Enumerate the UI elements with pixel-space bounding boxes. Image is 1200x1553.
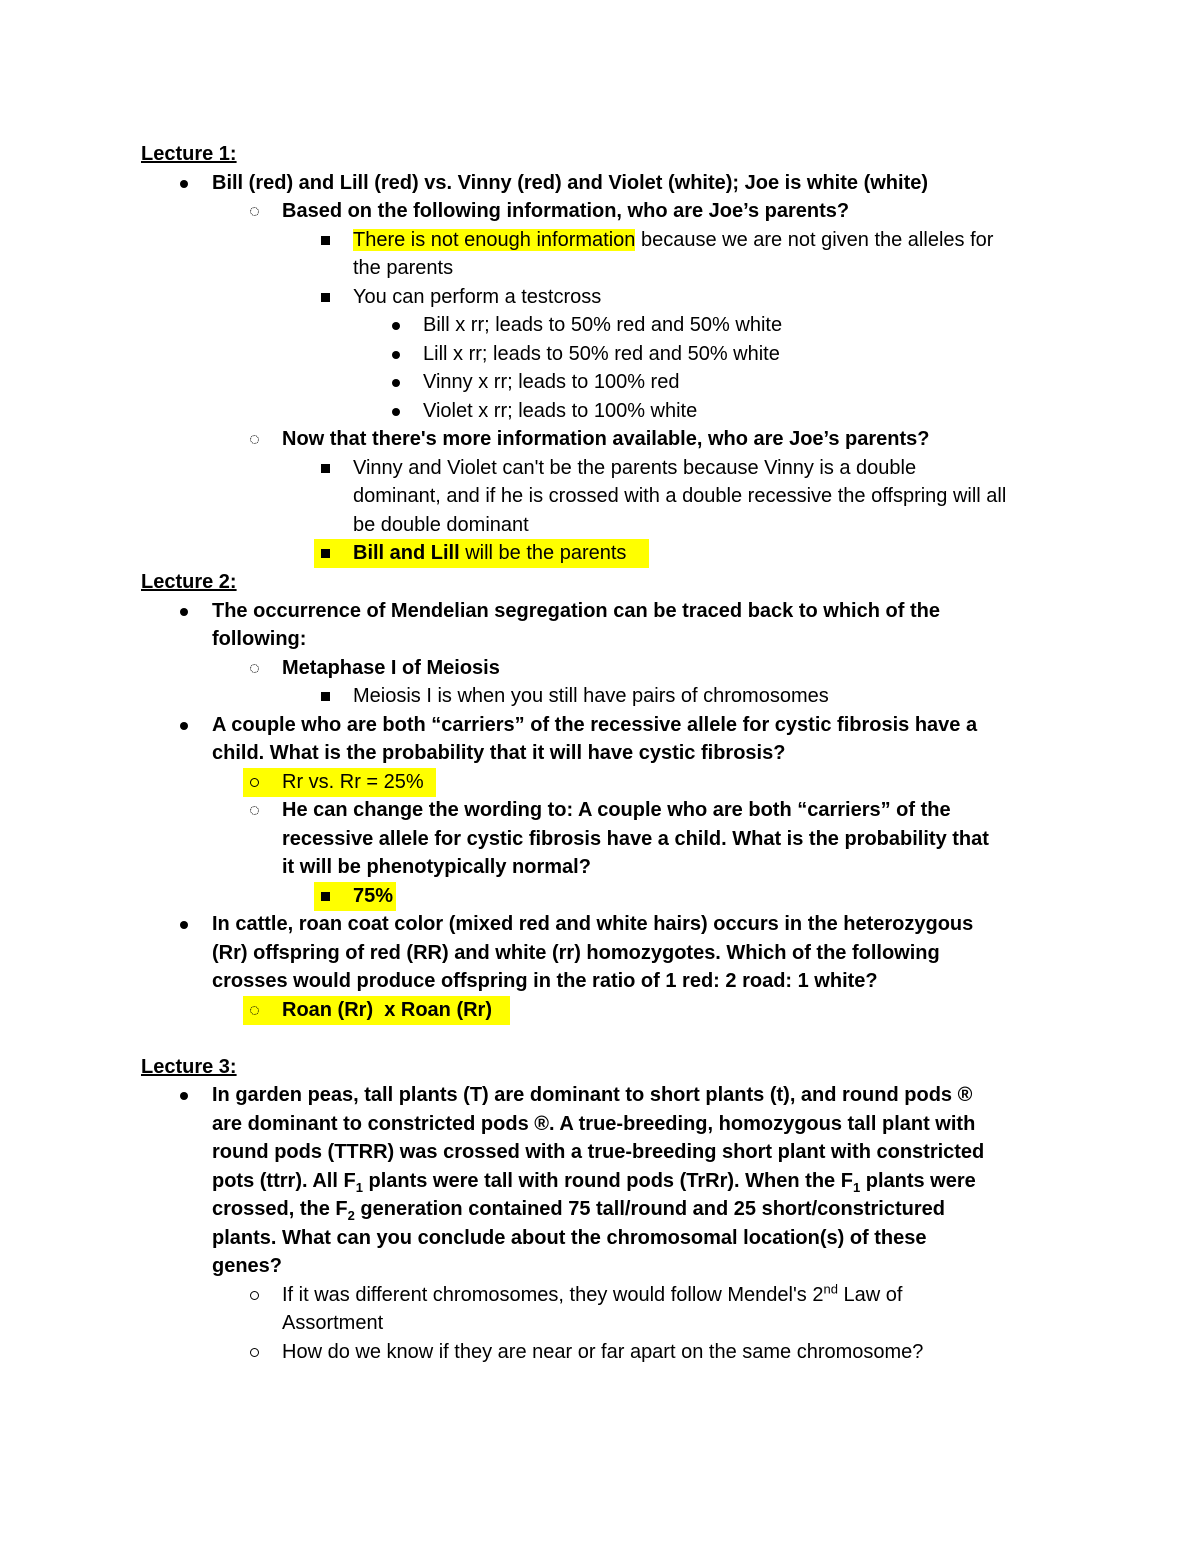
bullet-circle-icon [250,435,259,444]
highlighted-answer: There is not enough information [353,229,636,251]
bullet-square-icon [321,464,330,473]
bullet-square-icon [321,892,330,901]
bullet-dot-icon [180,722,188,730]
bullet-dot-icon [180,608,188,616]
bullet-square-icon [321,692,330,701]
bullet-circle-icon [250,207,259,216]
bullet-circle-icon [250,806,259,815]
bullet-circle-icon [250,1006,259,1015]
bullet-dot-icon [392,408,400,416]
bullet-dot-icon [392,379,400,387]
bullet-dot-icon [180,921,188,929]
document-page: Lecture 1: Bill (red) and Lill (red) vs. Vinny (red) and Violet (white); Joe is white (white) Based on the following information, who are Joe’s parents? There is not enough information because we are not given the alleles for the parents You can perform a testcross Bill x rr; leads to 50% red and 50% white Lill x rr; leads to 50% red and 50% white Vinny x rr; leads to 100% red Violet x rr; leads to 100% white Now that there's more information available, who are Joe’s parents? Vinny and Violet can't be the parents because Vinny is a double dominant, and if he is crossed with a double recessive the offspring will all be double dominant Bill and Lill will be the parents Lecture 2: The occurrence of Mendelian segregation can be traced back to which of the following: Metaphase I of Meiosis Meiosis I is when you still have pairs of chromosomes A couple who are both “carriers” of the recessive allele for cystic fibrosis have a child. What is the probability that it will have cystic fibrosis? Rr vs. Rr = 25% He can change the wording to: A couple who are both “carriers” of the recessive allele for cystic fibrosis have a child. What is the probability that it will be phenotypically normal? 75% In cattle, roan coat color (mixed red and white hairs) occurs in the heterozygous (Rr) offspring of red (RR) and white (rr) homozygotes. Which of the following crosses would produce offspring in the ratio of 1 red: 2 road: 1 white? Roan (Rr) x Roan (Rr) Lecture 3: In garden peas, tall plants (T) are dominant to short plants (t), and round pods ® are dominant to constricted pods ®. A true-breeding, homozygous tall plant with round pods (TTRR) was crossed with a true-breeding short plant with constricted pots (ttrr). All $F_1$ plants were tall with round pods (TrRr). When the $F_1$ plants were crossed, the $F_2$ generation contained 75 tall/round and 25 short/constrictured plants. What can you conclude about the chromosomal location(s) of these genes? If it was different chromosomes, they would follow Mendel's 2nd Law of Assortment How do we know if they are near or far apart on the same chromosome? [141,143,1007,1363]
bullet-circle-icon [250,664,259,673]
bullet-square-icon [321,549,330,558]
bullet-circle-icon [250,1348,259,1357]
bullet-dot-icon [392,322,400,330]
bullet-dot-icon [392,351,400,359]
bullet-square-icon [321,293,330,302]
bullet-circle-icon [250,778,259,787]
bullet-circle-icon [250,1291,259,1300]
bullet-square-icon [321,236,330,245]
bullet-dot-icon [180,1092,188,1100]
bullet-dot-icon [180,180,188,188]
